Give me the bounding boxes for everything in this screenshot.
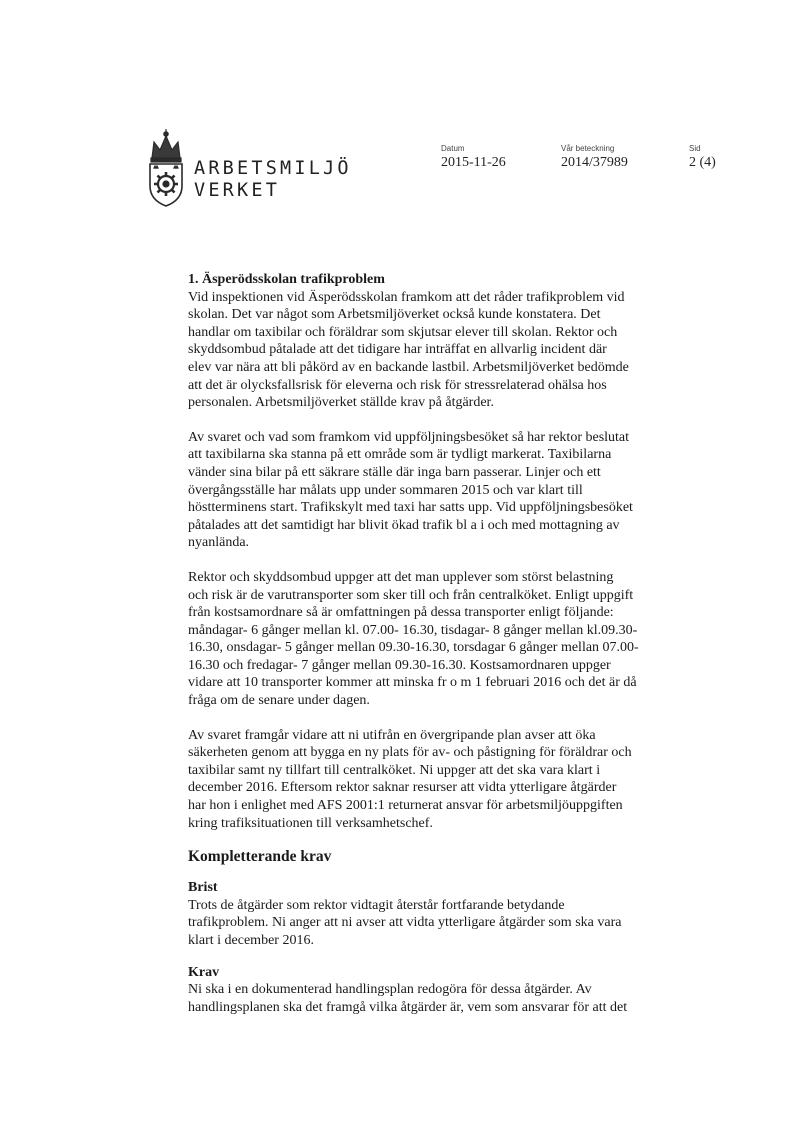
text-line: och risk är de varutransporter som sker till och från centralköket. Enligt uppgift <box>188 587 634 603</box>
text-line: Av svaret och vad som framkom vid uppföljningsbesöket så har rektor beslutat <box>188 429 630 445</box>
text-line: skyddsombud påtalade att det tidigare har inträffat en allvarlig incident där <box>188 342 607 358</box>
reference-label: Vår beteckning <box>561 144 615 153</box>
text-line: nyanlända. <box>188 535 250 551</box>
brist-heading: Brist <box>188 880 218 896</box>
text-line: har hon i enlighet med AFS 2001:1 returnerat ansvar för arbetsmiljöuppgiften <box>188 798 623 814</box>
text-line: handlar om taxibilar och föräldrar som skjutsar elever till skolan. Rektor och <box>188 324 618 340</box>
text-line: klart i december 2016. <box>188 933 314 948</box>
text-line: från kostsamordnare så är omfattningen på dessa transporter enligt följande: <box>188 605 614 621</box>
text-line: taxibilar samt ny tillfart till centralköket. Ni uppger att det ska vara klart i <box>188 762 601 778</box>
krav-paragraph <box>188 981 668 1016</box>
text-line: att taxibilarna ska stanna på ett område som är tydligt markerat. Taxibilarna <box>188 447 612 463</box>
section-paragraphs <box>188 289 668 845</box>
text-line: kring trafiksituationen till verksamhetschef. <box>188 815 433 831</box>
text-line: Trots de åtgärder som rektor vidtagit återstår fortfarande betydande <box>188 897 565 913</box>
text-line: december 2016. Eftersom rektor saknar resurser att vidta ytterligare åtgärder <box>188 780 617 796</box>
text-line: trafikproblem. Ni anger att ni avser att vidta ytterligare åtgärder som ska vara <box>188 915 622 931</box>
text-line: påtalades att det samtidigt har blivit ökad trafik bl a i och med mottagning av <box>188 517 620 533</box>
text-line: elev var nära att bli påkörd av en backande lastbil. Arbetsmiljöverket bedömde <box>188 359 629 375</box>
krav-heading: Krav <box>188 964 220 980</box>
text-line: Av svaret framgår vidare att ni utifrån en övergripande plan avser att öka <box>188 727 596 743</box>
text-line: säkerheten genom att bygga en ny plats för av- och påstigning för föräldrar och <box>188 745 632 761</box>
text-line: Vid inspektionen vid Äsperödsskolan framkom att det råder trafikproblem vid <box>188 289 625 305</box>
logo-text-line1: ARBETSMILJÖ <box>194 158 352 179</box>
agency-emblem-icon <box>145 128 187 208</box>
page-value: 2 (4) <box>689 155 716 170</box>
text-line: övergångsställe har målats upp under sommaren 2015 och var klart till <box>188 482 583 498</box>
document-body <box>188 271 668 1016</box>
text-line: 16.30 och fredagar- 7 gånger mellan 09.30-16.30. Kostsamordnaren uppger <box>188 657 611 673</box>
text-line: handlingsplanen ska det framgå vilka åtgärder är, vem som ansvarar för att det <box>188 999 628 1015</box>
text-line: 16.30, onsdagar- 5 gånger mellan 09.30-16.30, torsdagar 6 gånger mellan 07.00- <box>188 640 639 656</box>
paragraph <box>188 429 668 552</box>
text-line: att det är olycksfallsrisk för eleverna och risk för stressrelaterad ohälsa hos <box>188 377 607 393</box>
text-line: måndagar- 6 gånger mellan kl. 07.00- 16.30, tisdagar- 8 gånger mellan kl.09.30- <box>188 622 638 638</box>
text-line: fråga om de senare under dagen. <box>188 693 370 709</box>
text-line: vidare att 10 transporter kommer att minska fr o m 1 februari 2016 och det är då <box>188 675 637 691</box>
brist-paragraph <box>188 897 668 950</box>
date-block <box>441 144 506 171</box>
paragraph <box>188 569 668 710</box>
logo-text-line2: VERKET <box>194 180 281 201</box>
paragraph <box>188 289 668 412</box>
page-label: Sid <box>689 144 701 153</box>
reference-value: 2014/37989 <box>561 155 628 170</box>
paragraph <box>188 727 668 833</box>
date-value: 2015-11-26 <box>441 155 506 170</box>
section-heading: 1. Äsperödsskolan trafikproblem <box>188 272 385 287</box>
kompletterande-heading: Kompletterande krav <box>188 848 332 866</box>
text-line: vänder sina bilar på ett säkrare ställe där inga barn passerar. Linjer och ett <box>188 464 601 480</box>
text-line: skolan. Det var något som Arbetsmiljöverket också kunde konstatera. Det <box>188 307 601 323</box>
page-number-block <box>689 144 716 171</box>
date-label: Datum <box>441 144 465 153</box>
text-line: höstterminens start. Trafikskylt med taxi har satts upp. Vid uppföljningsbesöket <box>188 500 633 516</box>
text-line: Rektor och skyddsombud uppger att det man upplever som störst belastning <box>188 569 614 585</box>
text-line: personalen. Arbetsmiljöverket ställde krav på åtgärder. <box>188 395 494 411</box>
text-line: Ni ska i en dokumenterad handlingsplan redogöra för dessa åtgärder. Av <box>188 982 592 998</box>
reference-block <box>561 144 628 171</box>
